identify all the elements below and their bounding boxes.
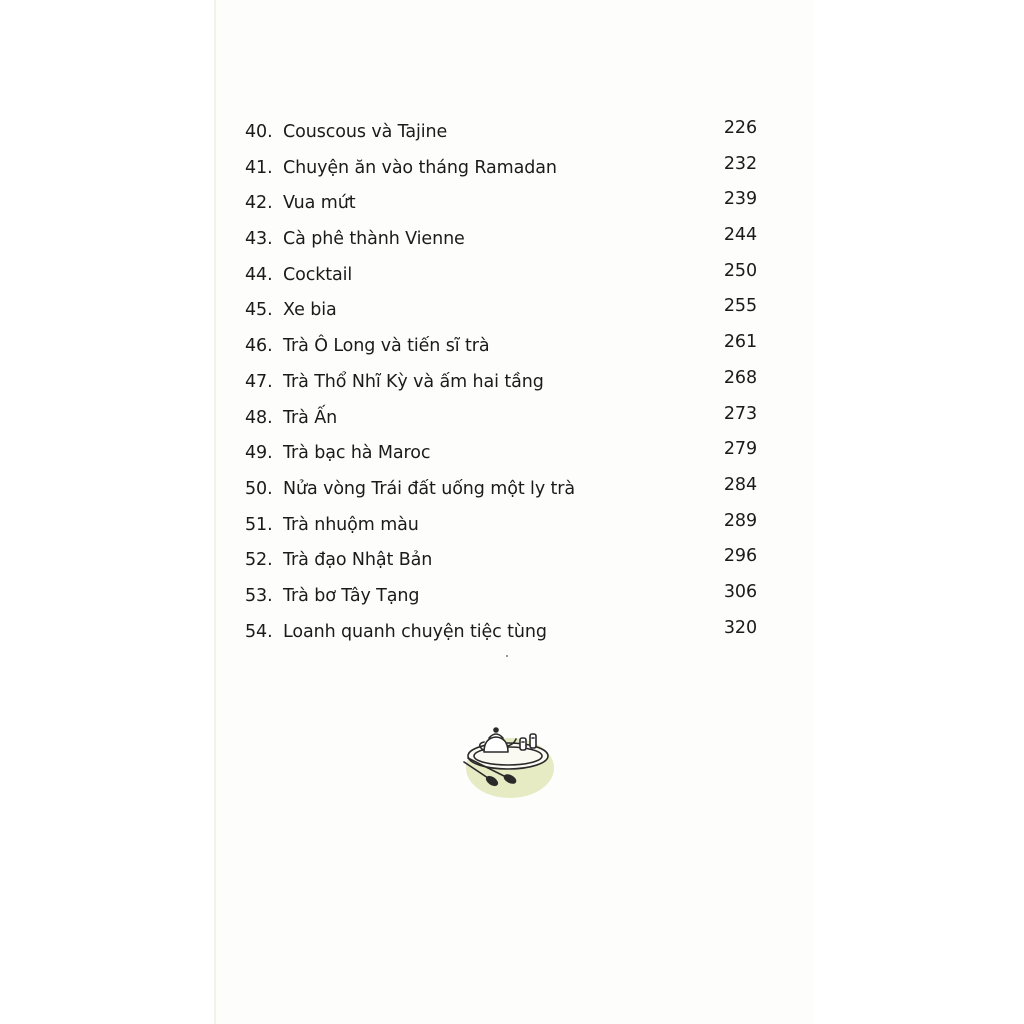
toc-entry-number: 45. bbox=[245, 300, 273, 321]
toc-entry-number: 44. bbox=[245, 264, 273, 285]
toc-entry-title: Couscous và Tajine bbox=[283, 122, 448, 142]
toc-entry bbox=[245, 400, 765, 436]
toc-entry-page: 239 bbox=[723, 189, 757, 210]
toc-entry-title: Trà Ấn bbox=[283, 407, 338, 428]
toc-entry-page: 232 bbox=[723, 153, 757, 174]
toc-entry-page: 268 bbox=[723, 367, 757, 388]
toc-entry-number: 47. bbox=[245, 371, 273, 392]
toc-entry-page: 255 bbox=[723, 296, 757, 317]
toc-entry-page: 226 bbox=[723, 118, 757, 138]
toc-entry-page: 244 bbox=[723, 225, 757, 246]
toc-entry-number: 53. bbox=[245, 585, 273, 606]
ink-speck bbox=[506, 655, 508, 657]
toc-entry bbox=[245, 114, 765, 150]
toc-entry-page: 320 bbox=[723, 617, 757, 638]
toc-entry-title: Trà Ô Long và tiến sĩ trà bbox=[283, 336, 490, 357]
toc-entry bbox=[245, 185, 765, 221]
toc-entry-number: 49. bbox=[245, 443, 273, 464]
toc-entry-number: 50. bbox=[245, 478, 273, 499]
toc-entry bbox=[245, 435, 765, 471]
toc-entry bbox=[245, 542, 765, 578]
toc-entry-title: Cocktail bbox=[283, 264, 353, 285]
toc-entry-page: 284 bbox=[723, 474, 757, 495]
toc-entry bbox=[245, 221, 765, 257]
toc-entry-title: Loanh quanh chuyện tiệc tùng bbox=[283, 621, 547, 642]
toc-entry-title: Vua mứt bbox=[283, 193, 356, 214]
toc-entry-title: Trà đạo Nhật Bản bbox=[283, 550, 433, 571]
toc-entry bbox=[245, 578, 765, 614]
toc-entry bbox=[245, 150, 765, 186]
toc-entry-page: 273 bbox=[723, 403, 757, 424]
toc-entry-title: Xe bia bbox=[283, 300, 337, 321]
toc-entry-number: 51. bbox=[245, 514, 273, 535]
tea-set-on-tray-icon bbox=[458, 718, 558, 804]
toc-entry-page: 279 bbox=[723, 439, 757, 460]
toc-entry bbox=[245, 614, 765, 650]
toc-entry-title: Trà bạc hà Maroc bbox=[283, 443, 431, 464]
toc-entry-number: 52. bbox=[245, 550, 273, 571]
toc-entry bbox=[245, 364, 765, 400]
toc-entry-page: 296 bbox=[723, 546, 757, 567]
toc-entry bbox=[245, 292, 765, 328]
toc-entry-page: 250 bbox=[723, 260, 757, 281]
toc-entry-number: 48. bbox=[245, 407, 273, 428]
toc-entry bbox=[245, 328, 765, 364]
toc-entry bbox=[245, 507, 765, 543]
toc-entry-page: 261 bbox=[723, 332, 757, 353]
toc-entry-title: Trà Thổ Nhĩ Kỳ và ấm hai tầng bbox=[283, 371, 544, 392]
toc-entry-number: 46. bbox=[245, 336, 273, 357]
toc-entry-number: 54. bbox=[245, 621, 273, 642]
toc-entry-title: Trà nhuộm màu bbox=[283, 514, 419, 535]
toc-entry-title: Nửa vòng Trái đất uống một ly trà bbox=[283, 478, 576, 499]
toc-entry-number: 41. bbox=[245, 157, 273, 178]
toc-entry-number: 40. bbox=[245, 122, 273, 142]
toc-entry-title: Chuyện ăn vào tháng Ramadan bbox=[283, 157, 557, 178]
toc-entry-title: Cà phê thành Vienne bbox=[283, 229, 465, 250]
toc-entry-number: 42. bbox=[245, 193, 273, 214]
toc-entry-title: Trà bơ Tây Tạng bbox=[283, 585, 420, 606]
toc-entry bbox=[245, 257, 765, 293]
toc-entry-number: 43. bbox=[245, 229, 273, 250]
table-of-contents bbox=[245, 114, 765, 649]
toc-entry-page: 306 bbox=[723, 581, 757, 602]
paper-edge bbox=[214, 0, 216, 1024]
toc-entry-page: 289 bbox=[723, 510, 757, 531]
toc-entry bbox=[245, 471, 765, 507]
